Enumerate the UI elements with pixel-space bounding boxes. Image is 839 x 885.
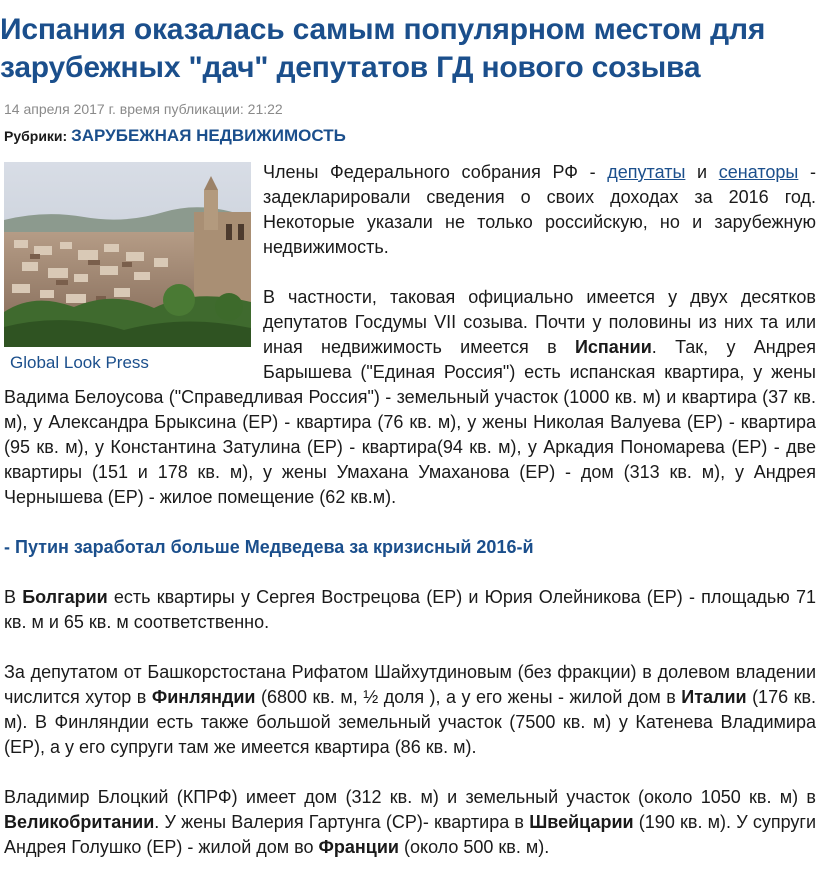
paragraph-text: и	[685, 162, 719, 182]
article-figure	[4, 162, 251, 373]
deputies-link[interactable]: депутаты	[607, 162, 686, 182]
paragraph-3	[4, 585, 816, 635]
article-body	[4, 160, 816, 885]
paragraph-text: За депутатом от Башкорстостана Рифатом Шайхутдиновым (без фракции) в долевом владении числится хутор в	[4, 662, 816, 707]
paragraph-text: . У жены Валерия Гартунга (СР)- квартира в	[154, 812, 530, 832]
country-uk: Великобритании	[4, 812, 155, 832]
related-article-link[interactable]: Путин заработал больше Медведева за кризисный 2016-й	[15, 537, 534, 557]
paragraph-text: Владимир Блоцкий (КПРФ) имеет дом (312 кв. м) и земельный участок (около 1050 кв. м) в	[4, 787, 816, 807]
rubric-line	[4, 126, 346, 146]
publication-date: 14 апреля 2017 г. время публикации: 21:22	[4, 101, 283, 117]
paragraph-text: В частности, таковая официально имеется у двух десятков депутатов Госдумы VII созыва. Почти у половины из них та или иная недвижимость имеется в	[263, 287, 816, 357]
related-prefix: -	[4, 537, 15, 557]
country-italy: Италии	[681, 687, 747, 707]
country-france: Франции	[318, 837, 399, 857]
paragraph-4	[4, 660, 816, 760]
article-title: Испания оказалась самым популярном местом для зарубежных "дач" депутатов ГД нового созыва	[0, 13, 766, 84]
country-switzerland: Швейцарии	[529, 812, 634, 832]
related-article	[4, 535, 816, 560]
article-photo[interactable]	[4, 162, 251, 347]
paragraph-text: В	[4, 587, 23, 607]
rubric-link[interactable]: ЗАРУБЕЖНАЯ НЕДВИЖИМОСТЬ	[71, 126, 346, 145]
paragraph-text: (190 кв. м). У супруги Андрея Голушко (ЕР) - жилой дом во	[4, 812, 816, 857]
paragraph-text: Члены Федерального собрания РФ -	[263, 162, 608, 182]
senators-link[interactable]: сенаторы	[718, 162, 799, 182]
country-finland: Финляндии	[151, 687, 256, 707]
paragraph-text: (176 кв. м). В Финляндии есть также большой земельный участок (7500 кв. м) у Катенева Владимира (ЕР), а у его супруги там же имеется квартира (86 кв. м).	[4, 687, 817, 757]
country-bulgaria: Болгарии	[22, 587, 108, 607]
paragraph-5	[4, 785, 816, 860]
paragraph-text: . Так, у Андрея Барышева ("Единая Россия") есть испанская квартира, у жены Вадима Белоусова ("Справедливая Россия") - земельный участок (1000 кв. м) и квартира (37 кв. м), у Александра Брыксина (ЕР) - квартира (76 кв. м), у жены Николая Валуева (ЕР) - квартира (95 кв. м), у Константина Затулина (ЕР) - квартира(94 кв. м), у Аркадия Пономарева (ЕР) - две квартиры (151 и 178 кв. м), у жены Умахана Умаханова (ЕР) - дом (313 кв. м), у Андрея Чернышева (ЕР) - жилое помещение (62 кв.м).	[4, 337, 816, 507]
paragraph-text: (около 500 кв. м).	[398, 837, 550, 857]
paragraph-text: - задекларировали сведения о своих доходах за 2016 год. Некоторые указали не только российскую, но и зарубежную недвижимость.	[263, 162, 816, 257]
rubric-label: Рубрики:	[4, 128, 68, 144]
paragraph-text: (6800 кв. м, ½ доля ), а у его жены - жилой дом в	[255, 687, 682, 707]
paragraph-text: есть квартиры у Сергея Вострецова (ЕР) и Юрия Олейникова (ЕР) - площадью 71 кв. м и 65 кв. м соответственно.	[4, 587, 816, 632]
photo-caption: Global Look Press	[10, 353, 149, 372]
country-spain: Испании	[574, 337, 652, 357]
